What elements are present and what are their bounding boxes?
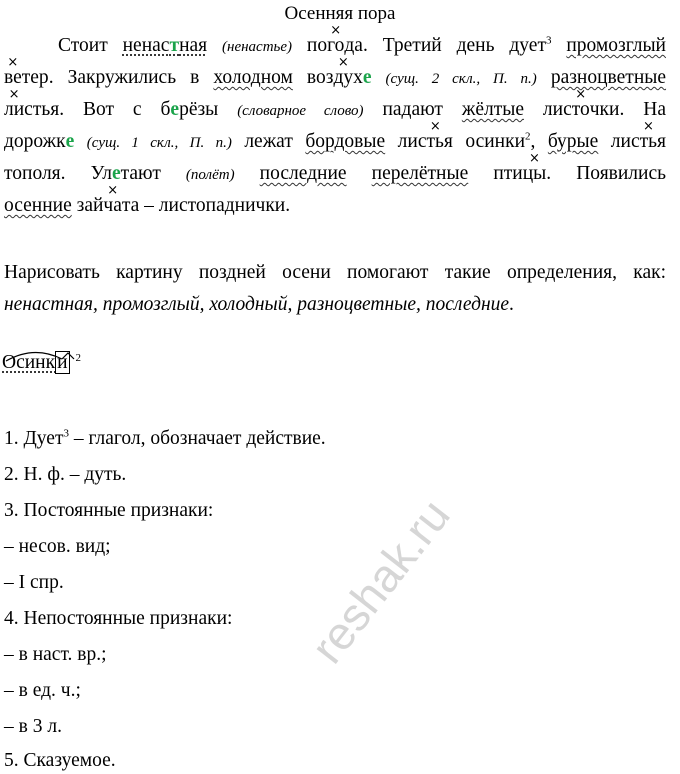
list-item: 2. Н. ф. – дуть. [4,464,127,485]
text-line-3: × листья. Вот с берёзы (словарное слово) падают жёлтые лис× точки. На [4,98,666,123]
text-line-6: осенние зай× чата – листопаднички. [4,194,290,218]
morph-ending: и [57,352,68,373]
list-item: 3. Постоянные признаки: [4,500,214,521]
list-item: – I спр. [4,572,64,593]
watermark: reshak.ru [300,489,460,673]
paragraph-2-line-1: Нарисовать картину поздней осени помогают такие определения, как: [4,262,666,283]
text-line-1: Стоит ненастная (ненастье) по× года. Третий день дует$^3$ промозглый [4,34,666,59]
list-item: 1. Дует$^3$ – глагол, обозначает действие. [4,427,326,449]
page-title: Осенняя пора [284,3,396,24]
list-item: – в наст. вр.; [4,644,107,665]
list-item: 5. Сказуемое. [4,750,116,771]
list-item: – в ед. ч.; [4,680,81,701]
text-line-5: тополя. Улетают (полёт) последние перелётные пти× цы. Появились [4,162,666,187]
list-item: 4. Непостоянные признаки: [4,608,233,629]
note-nenastye: (ненастье) [222,39,293,55]
paragraph-2-line-2: ненастная, промозглый, холодный, разноцветные, последние. [4,294,514,315]
list-item: – в 3 л. [4,716,62,737]
morph-stem: Осинк [2,352,56,373]
morph-analysis: Осинк и $^2$ [2,351,82,373]
list-item: – несов. вид; [4,536,111,557]
text-line-4: дорожке (сущ. 1 скл., П. п.) лежат бордовые ли× стья осинки$^2$, бурые ли× стья [4,130,666,155]
text-line-2: × ветер. Закружились в холодном воз× духе (сущ. 2 скл., П. п.) разноцветные [4,66,666,91]
